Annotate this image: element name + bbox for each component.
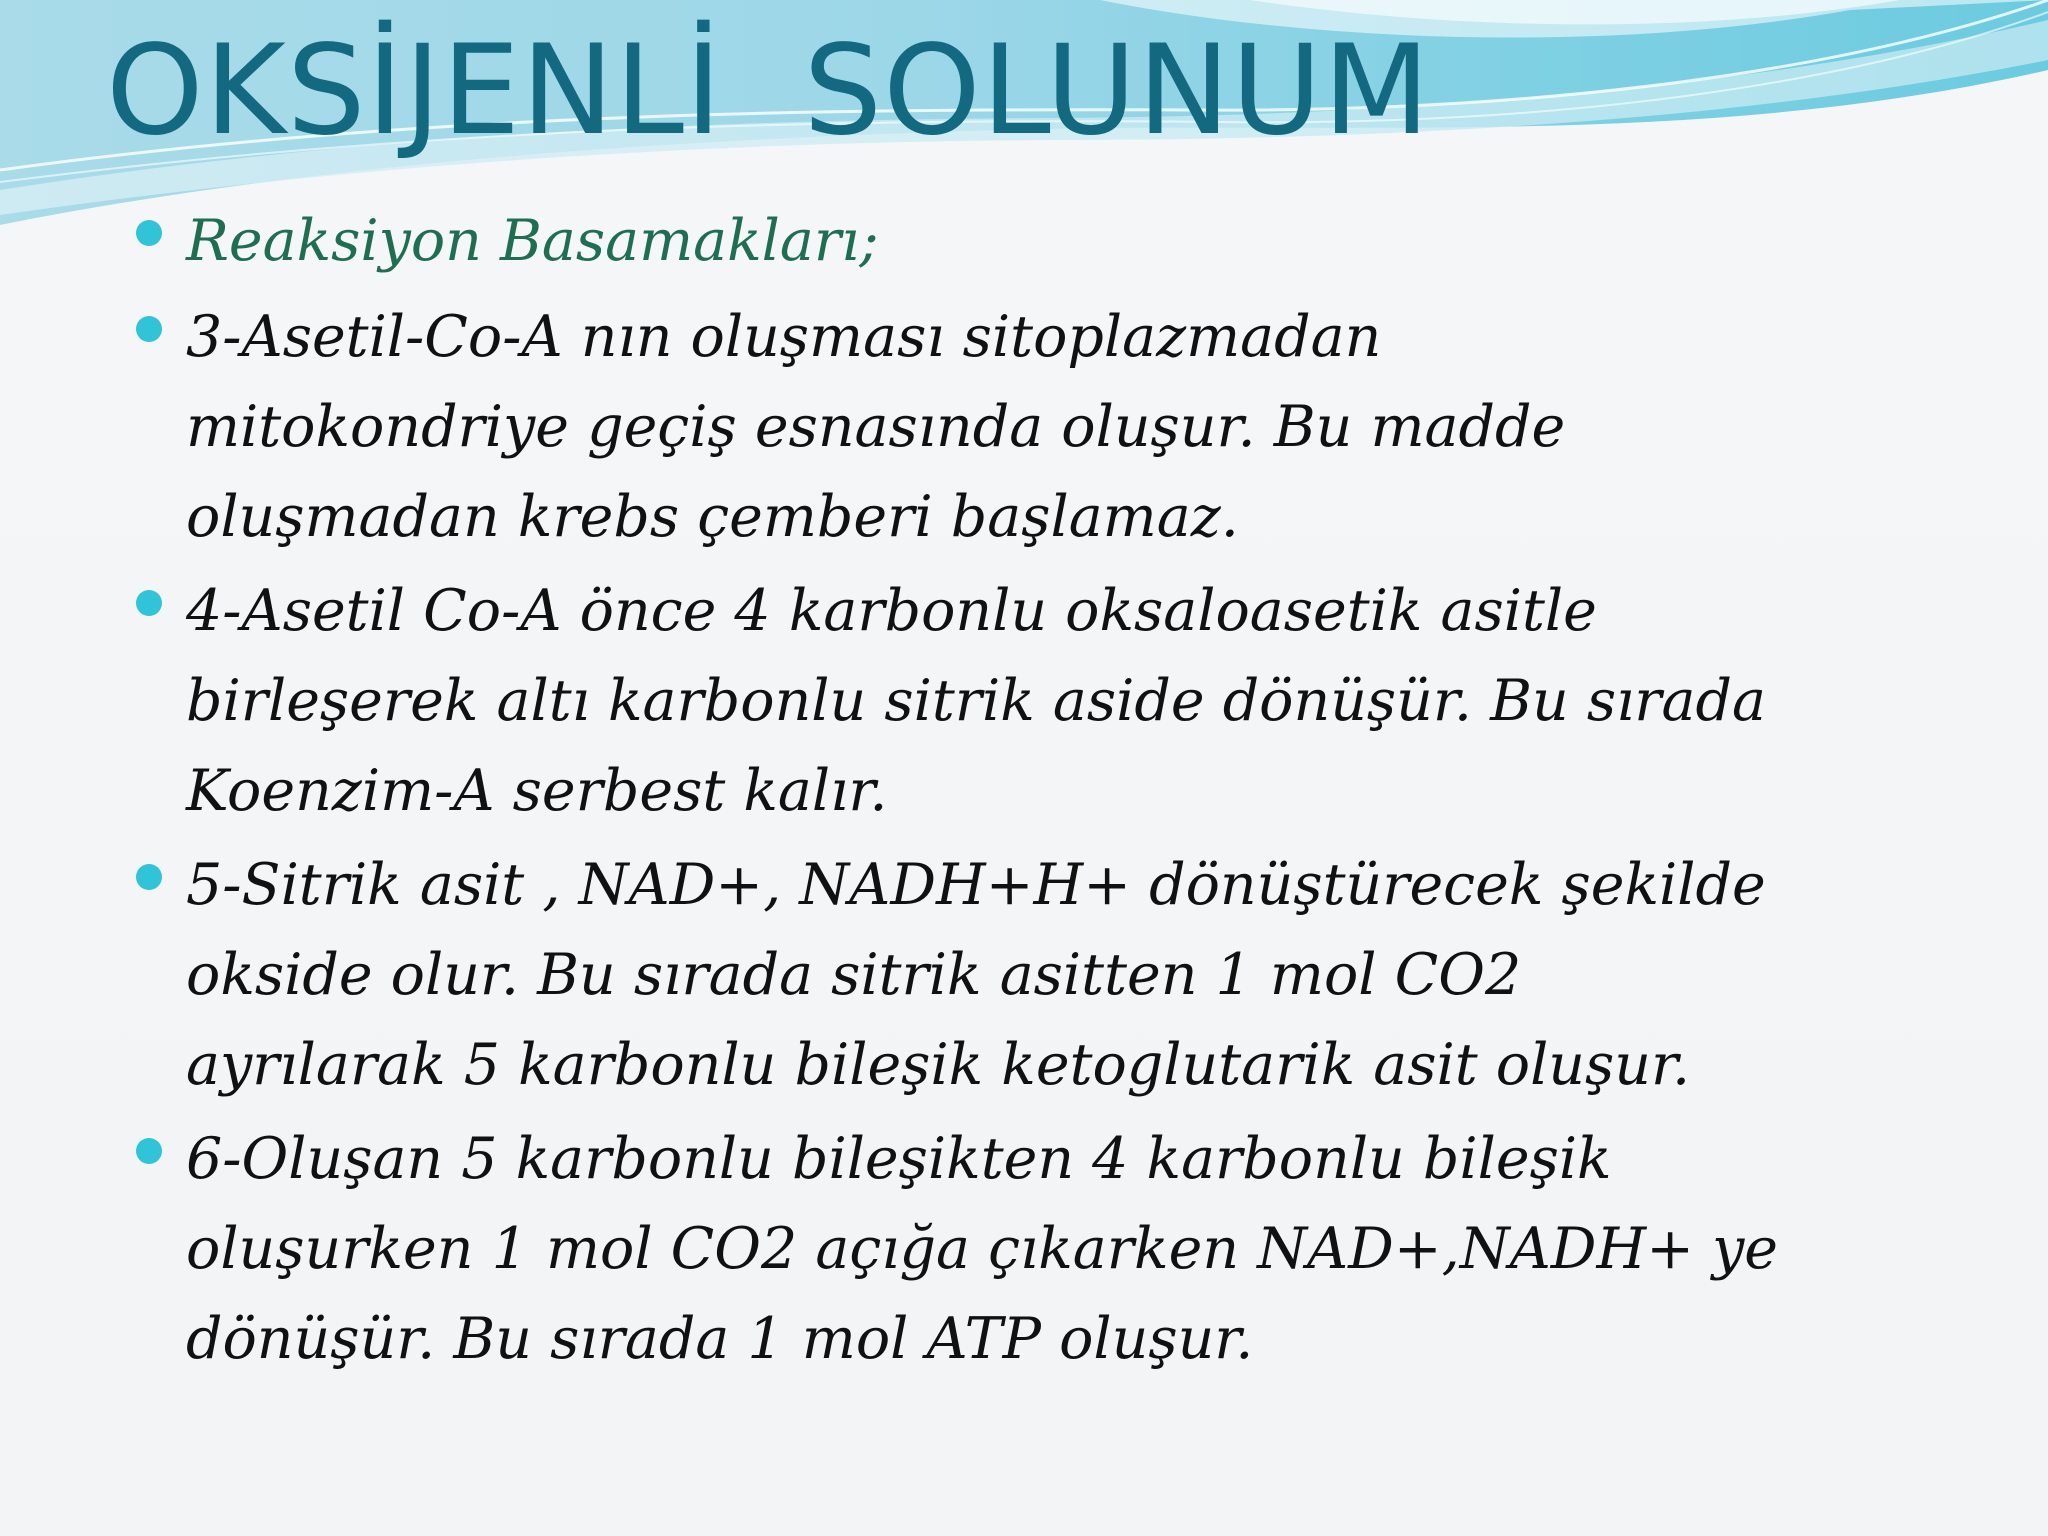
- slide-title: OKSİJENLİ SOLUNUM: [106, 19, 1431, 163]
- bullet-list: [136, 196, 2016, 1388]
- bullet-text: 5-Sitrik asit , NAD+, NADH+H+ dönüştürecek şekilde okside olur. Bu sırada sitrik asitten 1 mol CO2 ayrılarak 5 karbonlu bileşik ketoglutarik asit oluşur.: [186, 852, 1766, 1098]
- bullet-dot-icon: [136, 316, 162, 342]
- bullet-text: Reaksiyon Basamakları;: [186, 208, 879, 274]
- bullet-text: 6-Oluşan 5 karbonlu bileşikten 4 karbonlu bileşik oluşurken 1 mol CO2 açığa çıkarken NAD+,NADH+ ye dönüşür. Bu sırada 1 mol ATP oluşur.: [186, 1126, 1779, 1372]
- bullet-item: [136, 566, 2016, 836]
- bullet-text: 4-Asetil Co-A önce 4 karbonlu oksaloasetik asitle birleşerek altı karbonlu sitrik aside dönüşür. Bu sırada Koenzim-A serbest kalır.: [186, 578, 1766, 824]
- bullet-dot-icon: [136, 864, 162, 890]
- bullet-item: [136, 196, 2016, 286]
- bullet-dot-icon: [136, 1138, 162, 1164]
- bullet-text: 3-Asetil-Co-A nın oluşması sitoplazmadan mitokondriye geçiş esnasında oluşur. Bu madde oluşmadan krebs çemberi başlamaz.: [186, 304, 1566, 550]
- bullet-item: [136, 1114, 2016, 1384]
- bullet-dot-icon: [136, 220, 162, 246]
- bullet-dot-icon: [136, 590, 162, 616]
- bullet-item: [136, 840, 2016, 1110]
- bullet-item: [136, 292, 2016, 562]
